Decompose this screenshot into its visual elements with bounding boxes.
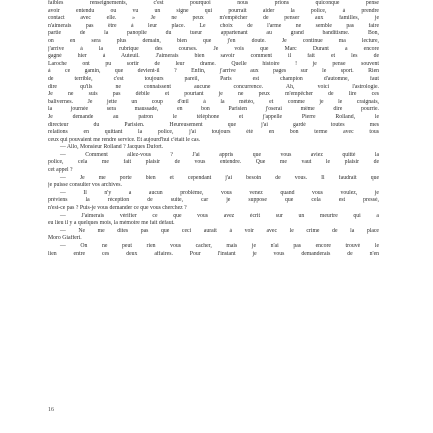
text-line: contact avec elle. » Je ne peux m'empêcher de penser aux familles, je [48,15,379,22]
text-column [48,0,379,258]
text-line: lien entre ces deux affaires. Pour l'instant je vous demanderais de n'en [48,250,379,257]
text-line: je puisse consulter vos archives. [48,182,122,189]
text-line: faibles renseignements, c'est pourquoi nous prions quiconque pense [48,0,379,6]
text-line: partie de la panoplie du tueur appartenant au grand banditisme. Bon, [48,30,379,37]
text-line: balivernes. Je jette un coup d'œil à la météo, et comme je le craignais, [48,98,379,105]
dialogue-line: — Je me porte bien et cependant j'ai besoin de vous. Il faudrait que [60,174,379,181]
text-line: cet appel ? [48,167,73,174]
text-line: j'arrive à la rubrique des courses. Je vois que Marc Durant a encore [48,45,379,52]
text-line: gagné hier à Auteuil. J'aimerais bien savoir comment il fait et les de [48,53,379,60]
dialogue-line: — Il n'y a aucun problème, vous venez quand vous voulez, je [60,189,379,196]
text-line: Je demande au patron le téléphone et j'appelle Pierre Rolland, le [48,113,379,120]
text-line: n'est-ce pas ? Puis-je vous demander ce que vous cherchez ? [48,205,187,212]
dialogue-line: — Allo, Monsieur Rolland ? Jacques Dufort. [60,144,164,151]
dialogue-line: — J'aimerais vérifier ce que vous avez écrit sur un meurtre qui a [60,212,379,219]
dialogue-line: — On ne peut rien vous cacher, mais je n'ai pas encore trouvé le [60,243,379,249]
text-line: de terrible, c'est toujours pareil, Paris est champion d'automne, faut [48,75,379,82]
text-line: n'aimerais pas être à leur place. Le choix de l'arme ne semble pas faire [48,22,379,29]
text-line: eu lieu il y a quelques mois, la mémoire me fait défaut. [48,220,175,227]
dialogue-line: — Ne me dites pas que ceci aurait à voir avec le crime de la place [60,227,379,234]
text-line: Laroche ont pu sortir de leur drame. Quelle histoire ! je pense souvent [48,60,379,67]
text-line: préviens la réception de suite, car je suppose que cela est pressé, [48,197,379,204]
text-line: directeur du Parisien. Heureusement que j'ai gardé toutes mes [48,121,379,128]
text-line: avoir entendu ou vu un signe qui pourrait aider la police, à prendre [48,7,379,14]
text-line: à ce gamin, que devient-il ? Enfin, j'arrive aux pages sur le sport. Rien [48,68,379,75]
text-line: police, cela me fait plaisir de vous entendre. Que me vaut le plaisir de [48,159,379,166]
text-line: Moro Giafferi. [48,235,82,242]
dialogue-line: — Comment allez-vous ? J'ai appris que vous aviez quitté la [60,151,379,158]
text-line: Je ne suis pas débile et pourtant je ne peux m'empêcher de lire ces [48,91,379,98]
page-number: 16 [48,407,54,413]
text-line: relations en quittant la police, j'ai toujours été en bon terme avec tous [48,129,379,136]
text-line: dire qu'ils ne connaissent aucune concurrence. Ah, voici l'astrologie. [48,83,379,90]
text-line: on en sera plus demain, bien que j'en doute. Je continue ma lecture, [48,37,379,44]
text-line: la journée sera maussade, en bon Parisien j'oserai même dire pourrie. [48,106,379,113]
text-line: ceux qui pouvaient me rendre service. Et aujourd'hui c'était le cas. [48,136,201,143]
